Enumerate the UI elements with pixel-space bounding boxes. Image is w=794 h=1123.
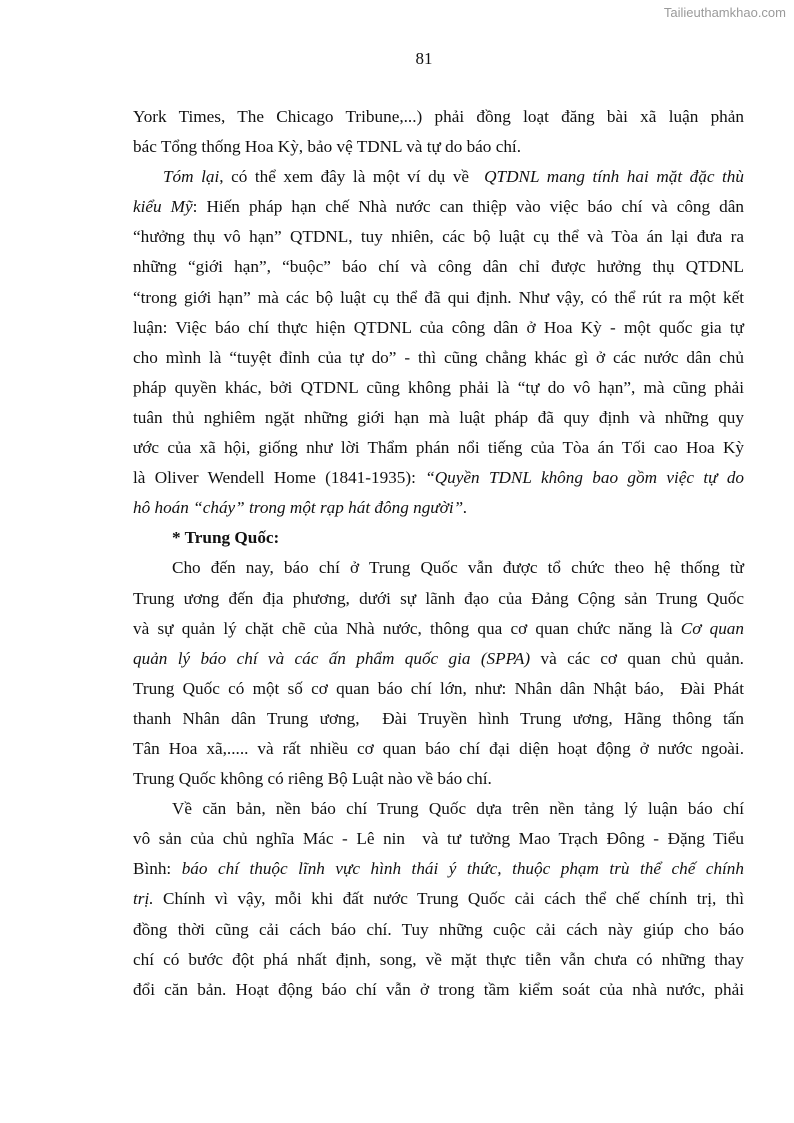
text-line — [133, 285, 744, 315]
italic-text: quản lý báo chí và các ấn phẩm quốc gia (SPPA) — [133, 648, 531, 668]
text-segment: Trung ương đến địa phương, dưới sự lãnh đạo của Đảng Cộng sản Trung Quốc — [133, 588, 744, 608]
text-line — [133, 796, 744, 826]
text-segment: Về căn bản, nền báo chí Trung Quốc dựa trên nền tảng lý luận báo chí — [172, 799, 744, 819]
text-line — [133, 375, 744, 405]
text-line — [133, 254, 744, 284]
text-segment: ước của xã hội, giống như lời Thẩm phán nổi tiếng của Tòa án Tối cao Hoa Kỳ — [133, 438, 744, 458]
text-segment: : Hiến pháp hạn chế Nhà nước can thiệp vào việc báo chí và công dân — [192, 197, 744, 217]
text-segment: Chính vì vậy, mỗi khi đất nước Trung Quốc cải cách thể chế chính trị, thì — [153, 889, 744, 909]
text-segment: thanh Nhân dân Trung ương, Đài Truyền hình Trung ương, Hãng thông tấn — [133, 708, 744, 728]
text-segment: vô sản của chủ nghĩa Mác - Lê nin và tư tưởng Mao Trạch Đông - Đặng Tiểu — [133, 829, 744, 849]
text-line — [133, 646, 744, 676]
text-line — [133, 917, 744, 947]
text-line — [133, 435, 744, 465]
text-line — [133, 495, 744, 525]
text-segment: York Times, The Chicago Tribune,...) phải đồng loạt đăng bài xã luận phản — [133, 107, 744, 126]
text-line — [133, 104, 744, 134]
document-body — [133, 104, 744, 1007]
text-segment: bác Tổng thống Hoa Kỳ, bảo vệ TDNL và tự do báo chí. — [133, 137, 521, 157]
text-line — [133, 676, 744, 706]
text-segment: Cho đến nay, báo chí ở Trung Quốc vẫn được tổ chức theo hệ thống từ — [172, 558, 744, 578]
text-segment: pháp quyền khác, bởi QTDNL cũng không phải là “tự do vô hạn”, mà cũng phải — [133, 377, 744, 397]
text-segment: đồng thời cũng cải cách báo chí. Tuy những cuộc cải cách này giúp cho báo — [133, 919, 744, 939]
text-line — [133, 134, 744, 164]
text-segment: và sự quản lý chặt chẽ của Nhà nước, thông qua cơ quan chức năng là — [133, 618, 681, 638]
text-segment: và các cơ quan chủ quản. — [530, 648, 744, 668]
italic-text: QTDNL mang tính hai mặt đặc thù — [484, 167, 744, 187]
italic-text: trị. — [133, 889, 154, 909]
text-segment: luận: Việc báo chí thực hiện QTDNL của công dân ở Hoa Kỳ - một quốc gia tự — [133, 317, 744, 337]
text-line — [133, 947, 744, 977]
italic-text: hô hoán “cháy” trong một rạp hát đông người”. — [133, 498, 468, 518]
text-segment: , có thể xem đây là một ví dụ về — [219, 167, 485, 187]
text-segment: đổi căn bản. Hoạt động báo chí vẫn ở trong tầm kiểm soát của nhà nước, phải — [133, 979, 744, 999]
italic-text: kiểu Mỹ — [133, 197, 193, 217]
text-line — [133, 766, 744, 796]
page-number: 81 — [415, 49, 433, 68]
text-line — [133, 706, 744, 736]
text-line — [133, 616, 744, 646]
text-line — [133, 315, 744, 345]
text-segment: Bình: — [133, 859, 182, 879]
text-segment: Trung Quốc có một số cơ quan báo chí lớn, như: Nhân dân Nhật báo, Đài Phát — [133, 678, 744, 698]
text-segment: là Oliver Wendell Home (1841-1935): — [133, 468, 426, 488]
text-line — [133, 525, 744, 555]
text-segment: “trong giới hạn” mà các bộ luật cụ thể đã qui định. Như vậy, có thể rút ra một kết — [133, 287, 744, 307]
italic-text: báo chí thuộc lĩnh vực hình thái ý thức, thuộc phạm trù thể chế chính — [181, 859, 744, 879]
watermark: Tailieuthamkhao.com — [663, 5, 786, 20]
text-line — [133, 405, 744, 435]
text-segment: tuân thủ nghiêm ngặt những giới hạn mà luật pháp đã quy định và những quy — [133, 407, 744, 427]
italic-text: “Quyền TDNL không bao gồm việc tự do — [425, 468, 745, 488]
text-line — [133, 345, 744, 375]
text-line — [133, 194, 744, 224]
text-line — [133, 164, 744, 194]
text-line — [133, 886, 744, 916]
text-segment: Tân Hoa xã,..... và rất nhiều cơ quan báo chí đại diện hoạt động ở nước ngoài. — [133, 738, 744, 758]
text-segment: “hưởng thụ vô hạn” QTDNL, tuy nhiên, các bộ luật cụ thể và Tòa án lại đưa ra — [133, 227, 744, 247]
text-line — [133, 977, 744, 1007]
text-segment: Trung Quốc không có riêng Bộ Luật nào về báo chí. — [133, 769, 492, 789]
text-line — [133, 826, 744, 856]
text-line — [133, 224, 744, 254]
text-line — [133, 586, 744, 616]
section-heading: * Trung Quốc: — [172, 528, 280, 548]
italic-text: Tóm lại — [163, 167, 220, 187]
text-line — [133, 856, 744, 886]
text-line — [133, 736, 744, 766]
text-segment: chí có bước đột phá nhất định, song, về mặt thực tiễn vẫn chưa có những thay — [133, 949, 744, 969]
text-line — [133, 465, 744, 495]
text-line — [133, 555, 744, 585]
text-segment: cho mình là “tuyệt đỉnh của tự do” - thì cũng chẳng khác gì ở các nước dân chủ — [133, 347, 744, 367]
italic-text: Cơ quan — [680, 618, 744, 638]
text-segment: những “giới hạn”, “buộc” báo chí và công dân chỉ được hưởng thụ QTDNL — [133, 257, 744, 277]
